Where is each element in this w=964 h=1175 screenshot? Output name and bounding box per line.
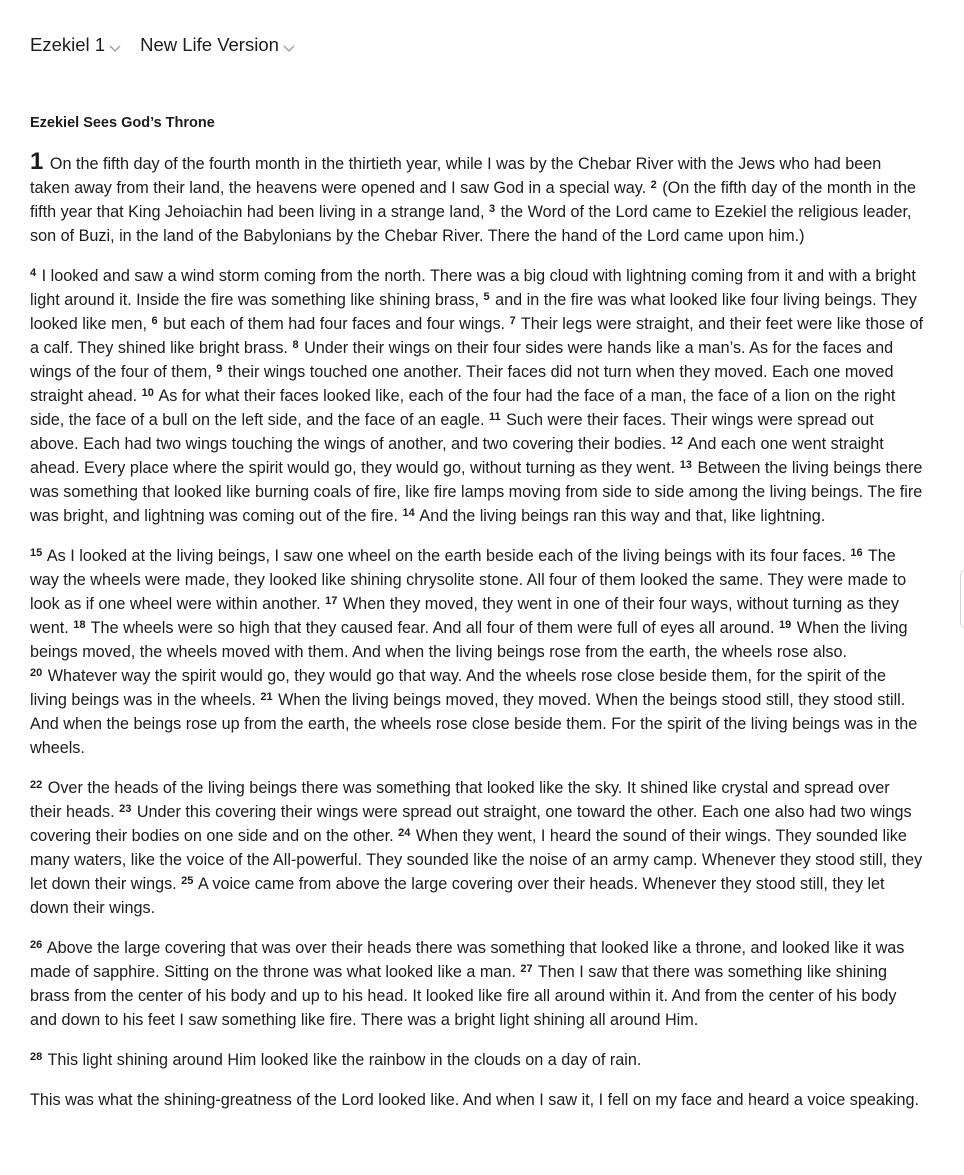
verse-number: 7 [509, 315, 516, 327]
verse-text: When they went, I heard the sound of their wings. They sounded like many waters, like the voice of the All-powerful. They sounded like the noise of an army camp. Whenever they stood still, they let down their wings. [30, 827, 923, 893]
verse-number: 12 [670, 435, 683, 447]
verse-number: 26 [30, 939, 43, 951]
verse-text: On the fifth day of the fourth month in the thirtieth year, while I was by the Chebar River with the Jews who had been taken away from their land, the heavens were opened and I saw God in a special way. [30, 155, 882, 197]
verse-text: When the living beings moved, they moved. When the beings stood still, they stood still. And when the beings rose up from the earth, the wheels rose close beside them. For the spirit of the living beings was in the wheels. [30, 691, 918, 757]
verse-number: 18 [73, 619, 86, 631]
verse-number: 8 [292, 339, 299, 351]
verse-text: And each one went straight ahead. Every place where the spirit would go, they would go, without turning as they went. [30, 435, 884, 477]
verse-text: The way the wheels were made, they looked like shining chrysolite stone. All four of them looked the same. They were made to look as if one wheel were within another. [30, 547, 907, 613]
verse-number: 15 [30, 547, 43, 559]
verse-text: (On the fifth day of the month in the fifth year that King Jehoiachin had been living in a strange land, [30, 179, 916, 221]
verse-number: 24 [398, 827, 411, 839]
verse-text: the Word of the Lord came to Ezekiel the religious leader, son of Buzi, in the land of the Babylonians by the Chebar River. There the hand of the Lord came upon him.) [30, 203, 912, 245]
verse[interactable] [30, 1051, 641, 1069]
chevron-down-icon [108, 41, 122, 55]
verse-number: 21 [260, 691, 273, 703]
verse-text: Above the large covering that was over their heads there was something that looked like a throne, and looked like it was made of sapphire. Sitting on the throne was what looked like a man. [30, 939, 905, 981]
verse-number: 20 [30, 667, 43, 679]
version-label: New Life Version [140, 34, 279, 55]
paragraph [30, 1088, 924, 1112]
chevron-down-icon [282, 41, 296, 55]
verse-text: Between the living beings there was something that looked like burning coals of fire, like fire lamps moving from side to side among the living beings. The fire was bright, and lightning was coming out of the fire. [30, 459, 923, 525]
verse[interactable] [73, 619, 774, 637]
verse-text: And the living beings ran this way and that, like lightning. [419, 507, 826, 525]
paragraph [30, 544, 924, 760]
verse-text: Under this covering their wings were spread out straight, one toward the other. Each one also had two wings covering their bodies on one side and on the other. [30, 803, 912, 845]
verse-text: When the living beings moved, the wheels moved with them. And when the living beings rose from the earth, the wheels rose also. [30, 619, 908, 661]
verse-text: Such were their faces. Their wings were spread out above. Each had two wings touching the wings of another, and two covering their bodies. [30, 411, 874, 453]
verse[interactable] [30, 547, 846, 565]
verse-text: The wheels were so high that they caused fear. And all four of them were full of eyes all around. [90, 619, 775, 637]
verse-text: Under their wings on their four sides were hands like a man’s. As for the faces and wings of the four of them, [30, 339, 894, 381]
verse-number: 16 [850, 547, 863, 559]
verse-text: I looked and saw a wind storm coming from the north. There was a big cloud with lightning coming from it and with a bright light around it. Inside the fire was something like shining brass, [30, 267, 916, 309]
verse-text: Over the heads of the living beings there was something that looked like the sky. It shined like crystal and spread over their heads. [30, 779, 890, 821]
book-chapter-label: Ezekiel 1 [30, 34, 106, 55]
verse-text: This was what the shining-greatness of the Lord looked like. And when I saw it, I fell on my face and heard a voice speaking. [30, 1091, 920, 1109]
top-bar [30, 34, 314, 56]
verse-text: A voice came from above the large covering over their heads. Whenever they stood still, they let down their wings. [30, 875, 885, 917]
verse-text: Their legs were straight, and their feet were like those of a calf. They shined like bright brass. [30, 315, 924, 357]
paragraph [30, 1048, 924, 1072]
chapter-number: 1 [30, 148, 44, 175]
book-chapter-selector[interactable] [30, 34, 122, 56]
verse[interactable] [151, 315, 505, 333]
verse-text: Then I saw that there was something like shining brass from the center of his body and up to his head. It looked like fire all around within it. And from the center of his body and down to his feet I saw something like fire. There was a bright light shining all around Him. [30, 963, 897, 1029]
verse-text: This light shining around Him looked like the rainbow in the clouds on a day of rain. [47, 1051, 642, 1069]
verse-number: 2 [650, 179, 657, 191]
version-selector[interactable] [140, 34, 296, 56]
verse-text: Whatever way the spirit would go, they would go that way. And the wheels rose close beside them, for the spirit of the living beings was in the wheels. [30, 667, 887, 709]
paragraph [30, 776, 924, 920]
verse-text: As I looked at the living beings, I saw one wheel on the earth beside each of the living beings with its four faces. [46, 547, 846, 565]
paragraph [30, 936, 924, 1032]
verse-number: 25 [181, 875, 194, 887]
verse-number: 27 [520, 963, 533, 975]
paragraphs [30, 148, 924, 1112]
section-heading: Ezekiel Sees God’s Throne [30, 115, 215, 131]
verse-number: 28 [30, 1051, 43, 1063]
verse-number: 13 [679, 459, 692, 471]
verse-number: 9 [216, 363, 223, 375]
verse-text: their wings touched one another. Their faces did not turn when they moved. Each one moved straight ahead. [30, 363, 894, 405]
side-panel-handle[interactable] [960, 570, 964, 628]
verse-number: 23 [119, 803, 132, 815]
verse[interactable] [30, 1091, 919, 1109]
verse-text: but each of them had four faces and four wings. [163, 315, 506, 333]
verse-number: 17 [325, 595, 338, 607]
paragraph [30, 148, 924, 248]
verse-number: 22 [30, 779, 43, 791]
verse-text: and in the fire was what looked like four living beings. They looked like men, [30, 291, 917, 333]
verse-number: 4 [30, 267, 37, 279]
verse-number: 3 [488, 203, 496, 215]
verse-text: When they moved, they went in one of their four ways, without turning as they went. [30, 595, 899, 637]
verse-number: 5 [483, 291, 490, 303]
verse-number: 10 [141, 387, 154, 399]
verse[interactable] [403, 507, 826, 525]
verse-number: 11 [488, 411, 501, 423]
verse-number: 6 [151, 315, 158, 327]
verse-number: 14 [402, 507, 415, 519]
paragraph [30, 264, 924, 528]
verse-number: 19 [779, 619, 792, 631]
chapter-content [30, 111, 924, 1128]
verse-text: As for what their faces looked like, each of the four had the face of a man, the face of a lion on the right side, the face of a bull on the left side, and the face of an eagle. [30, 387, 896, 429]
